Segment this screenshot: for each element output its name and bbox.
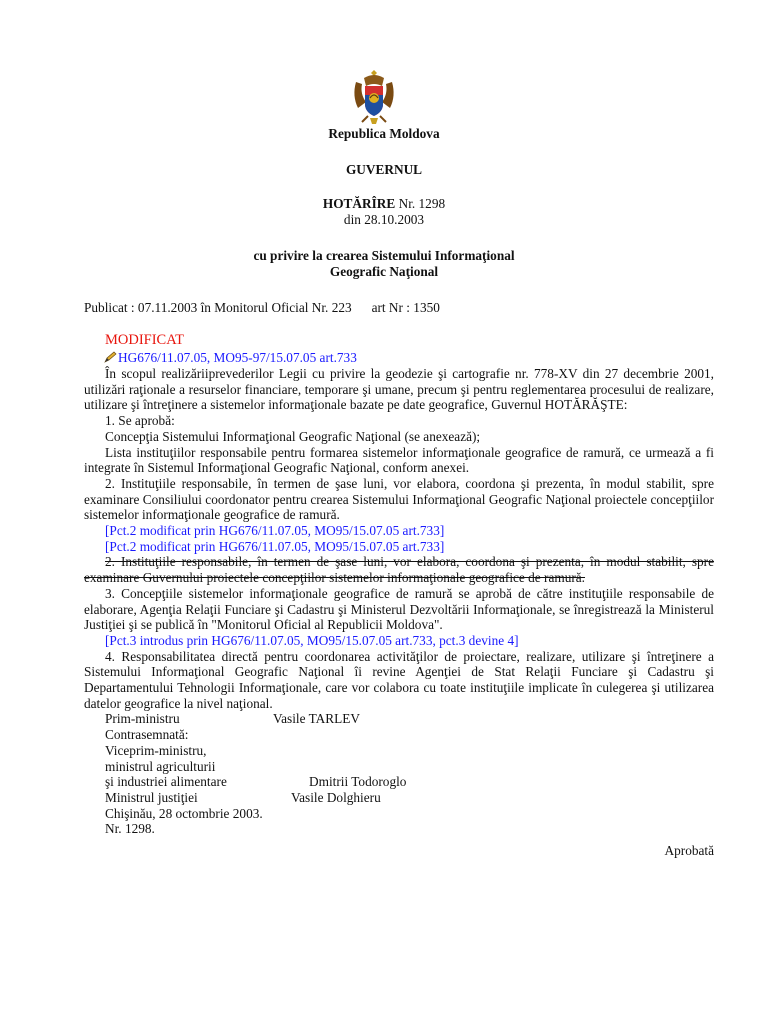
point-3-amendment-note[interactable]: [Pct.3 introdus prin HG676/11.07.05, MO95/15.07.05 art.733, pct.3 devine 4]: [105, 632, 519, 648]
vice-title-line-3: şi industriei alimentare: [105, 774, 227, 790]
document-body: [84, 366, 714, 859]
modified-label: MODIFICAT: [105, 332, 184, 348]
document-number: Nr. 1298.: [105, 821, 155, 837]
point-1-item-b: Lista instituţiilor responsabile pentru formarea sistemelor informaţionale geografice de ramură, ce urmează a fi integrate în Sistemul Informaţional Geografic Naţional, conform anexei.: [84, 444, 714, 476]
vice-name: Dmitrii Todoroglo: [309, 774, 407, 790]
vice-title-line-2: ministrul agriculturii: [105, 758, 216, 774]
signature-prime-minister: [84, 711, 714, 727]
justice-name: Vasile Dolghieru: [291, 789, 381, 805]
coat-of-arms-icon: [350, 68, 398, 126]
place-and-date: Chişinău, 28 octombrie 2003.: [105, 805, 263, 821]
point-2-amendment-note-1[interactable]: [Pct.2 modificat prin HG676/11.07.05, MO95/15.07.05 art.733]: [105, 523, 445, 539]
modified-link[interactable]: HG676/11.07.05, MO95-97/15.07.05 art.733: [118, 350, 357, 365]
point-2-amendment-note-2[interactable]: [Pct.2 modificat prin HG676/11.07.05, MO95/15.07.05 art.733]: [105, 538, 445, 554]
intro-paragraph: În scopul realizăriiprevederilor Legii cu privire la geodezie şi cartografie nr. 778-XV din 27 decembrie 2001, utilizări raţionale a resurselor financiare, temporare şi umane, precum şi pentru reglementarea procesului de realizare, utilizare şi întreţinere a sistemelor informaţionale bazate pe date geografice, Guvernul HOTĂRĂŞTE:: [84, 366, 714, 413]
point-2-paragraph: 2. Instituţiile responsabile, în termen de şase luni, vor elabora, coordona şi prezenta, în modul stabilit, spre examinare Consiliului coordonator pentru crearea Sistemului Informaţional Geografic Naţional proiectele concepţiilor sistemelor informaţionale geografice de ramură.: [84, 475, 714, 523]
point-3-paragraph: 3. Concepţiile sistemelor informaţionale geografice de ramură se aprobă de către instituţiile responsabile de elaborare, Agenţia Relaţii Funciare şi Cadastru şi Ministerul Dezvoltării Informaţionale, se înregistrează la Ministerul Justiţiei şi se publică în "Monitorul Oficial al Republicii Moldova".: [84, 585, 714, 633]
point-2-repealed-text: 2. Instituţiile responsabile, în termen de şase luni, vor elabora, coordona şi prezenta, în modul stabilit, spre examinare Guvernului proiectele concepţiilor sistemelor informaţionale geografice de ramură.: [84, 554, 714, 586]
signature-vice-prime-minister: [84, 774, 714, 790]
point-4-paragraph: 4. Responsabilitatea directă pentru coordonarea activităţilor de proiectare, realizare, utilizare şi întreţinere a Sistemului Informaţional Geografic Naţional îi revine Agenţiei de Stat Relaţii Funciare şi Cadastru şi Departamentului Tehnologii Informaţionale, care vor colabora cu toate instituţiile implicate în culegerea şi utilizarea datelor geografice la nivel naţional.: [84, 648, 714, 711]
point-1-item-a: Concepţia Sistemului Informaţional Geografic Naţional (se anexează);: [105, 428, 481, 444]
authority-name: GUVERNUL: [345, 162, 423, 177]
act-date: din 28.10.2003: [343, 212, 425, 227]
act-heading: [0, 196, 768, 212]
approved-label: Aprobată: [664, 843, 714, 859]
countersigned-label: Contrasemnată:: [105, 727, 189, 743]
publication-info: Publicat : 07.11.2003 în Monitorul Oficial Nr. 223 art Nr : 1350: [84, 300, 440, 315]
act-number: Nr. 1298: [398, 196, 446, 211]
subject-line-2: Geografic Naţional: [329, 264, 439, 279]
justice-title: Ministrul justiţiei: [105, 789, 198, 805]
subject-line-1: cu privire la crearea Sistemului Informaţional: [253, 248, 515, 263]
signature-justice-minister: [84, 790, 714, 806]
vice-title-line-1: Viceprim-ministru,: [105, 742, 207, 758]
country-name: Republica Moldova: [328, 126, 440, 141]
modified-link-row[interactable]: [104, 350, 357, 366]
pm-name: Vasile TARLEV: [273, 711, 360, 727]
act-type: HOTĂRÎRE: [322, 196, 396, 211]
pencil-icon: [104, 351, 118, 363]
pm-title: Prim-ministru: [105, 711, 180, 727]
point-1-title: 1. Se aprobă:: [105, 413, 175, 429]
